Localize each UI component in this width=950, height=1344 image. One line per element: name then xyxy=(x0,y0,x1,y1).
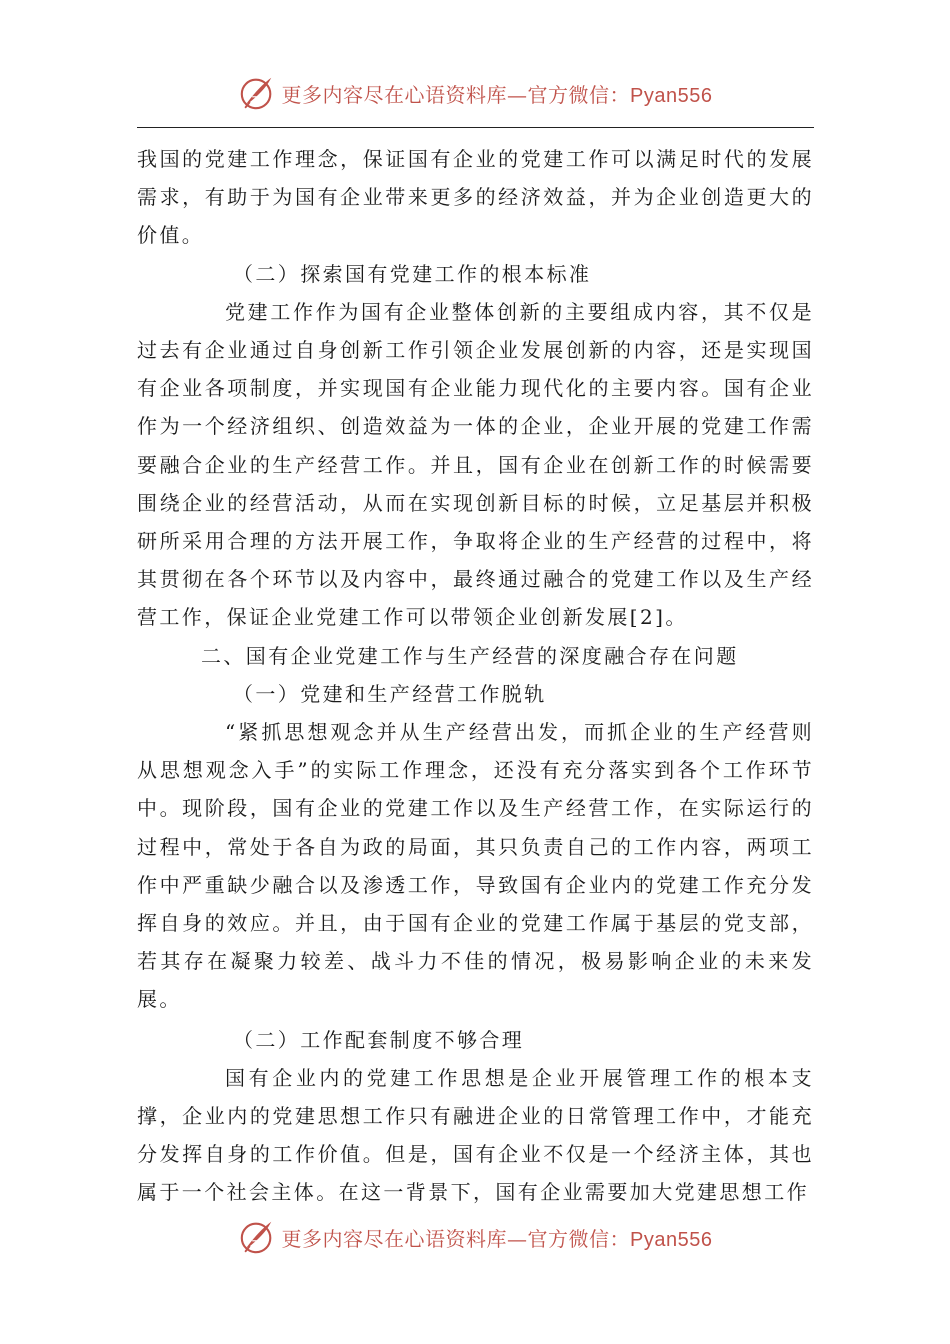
section-heading: （二）工作配套制度不够合理 xyxy=(233,1027,525,1052)
paragraph: 我国的党建工作理念，保证国有企业的党建工作可以满足时代的发展需求，有助于为国有企业带来更多的经济效益，并为企业创造更大的价值。 xyxy=(137,147,814,248)
paragraph: “紧抓思想观念并从生产经营出发，而抓企业的生产经营则从思想观念入手”的实际工作理念，还没有充分落实到各个工作环节中。现阶段，国有企业的党建工作以及生产经营工作，在实际运行的过程中，常处于各自为政的局面，其只负责自己的工作内容，两项工作中严重缺少融合以及渗透工作，导致国有企业内的党建工作充分发挥自身的效应。并且，由于国有企业的党建工作属于基层的党支部，若其存在凝聚力较差、战斗力不佳的情况，极易影响企业的未来发展。 xyxy=(137,720,814,1012)
section-heading: （一）党建和生产经营工作脱轨 xyxy=(233,681,547,706)
watermark-text: 更多内容尽在心语资料库—官方微信：Pyan556 xyxy=(281,82,713,107)
document-body xyxy=(137,140,814,1212)
watermark-text: 更多内容尽在心语资料库—官方微信：Pyan556 xyxy=(281,1226,713,1251)
header-rule xyxy=(137,127,814,128)
watermark-header xyxy=(0,68,950,118)
quill-logo-icon xyxy=(238,74,276,112)
section-heading: （二）探索国有党建工作的根本标准 xyxy=(233,261,592,286)
chapter-heading: 二、国有企业党建工作与生产经营的深度融合存在问题 xyxy=(201,643,739,668)
paragraph: 党建工作作为国有企业整体创新的主要组成内容，其不仅是过去有企业通过自身创新工作引领企业发展创新的内容，还是实现国有企业各项制度，并实现国有企业能力现代化的主要内容。国有企业作为一个经济组织、创造效益为一体的企业，企业开展的党建工作需要融合企业的生产经营工作。并且，国有企业在创新工作的时候需要围绕企业的经营活动，从而在实现创新目标的时候，立足基层并积极研所采用合理的方法开展工作，争取将企业的生产经营的过程中，将其贯彻在各个环节以及内容中，最终通过融合的党建工作以及生产经营工作，保证企业党建工作可以带领企业创新发展[2]。 xyxy=(137,299,814,630)
watermark-footer xyxy=(0,1212,950,1262)
paragraph: 国有企业内的党建工作思想是企业开展管理工作的根本支撑，企业内的党建思想工作只有融进企业的日常管理工作中，才能充分发挥自身的工作价值。但是，国有企业不仅是一个经济主体，其也属于一个社会主体。在这一背景下，国有企业需要加大党建思想工作 xyxy=(137,1065,814,1205)
quill-logo-icon xyxy=(238,1218,276,1256)
